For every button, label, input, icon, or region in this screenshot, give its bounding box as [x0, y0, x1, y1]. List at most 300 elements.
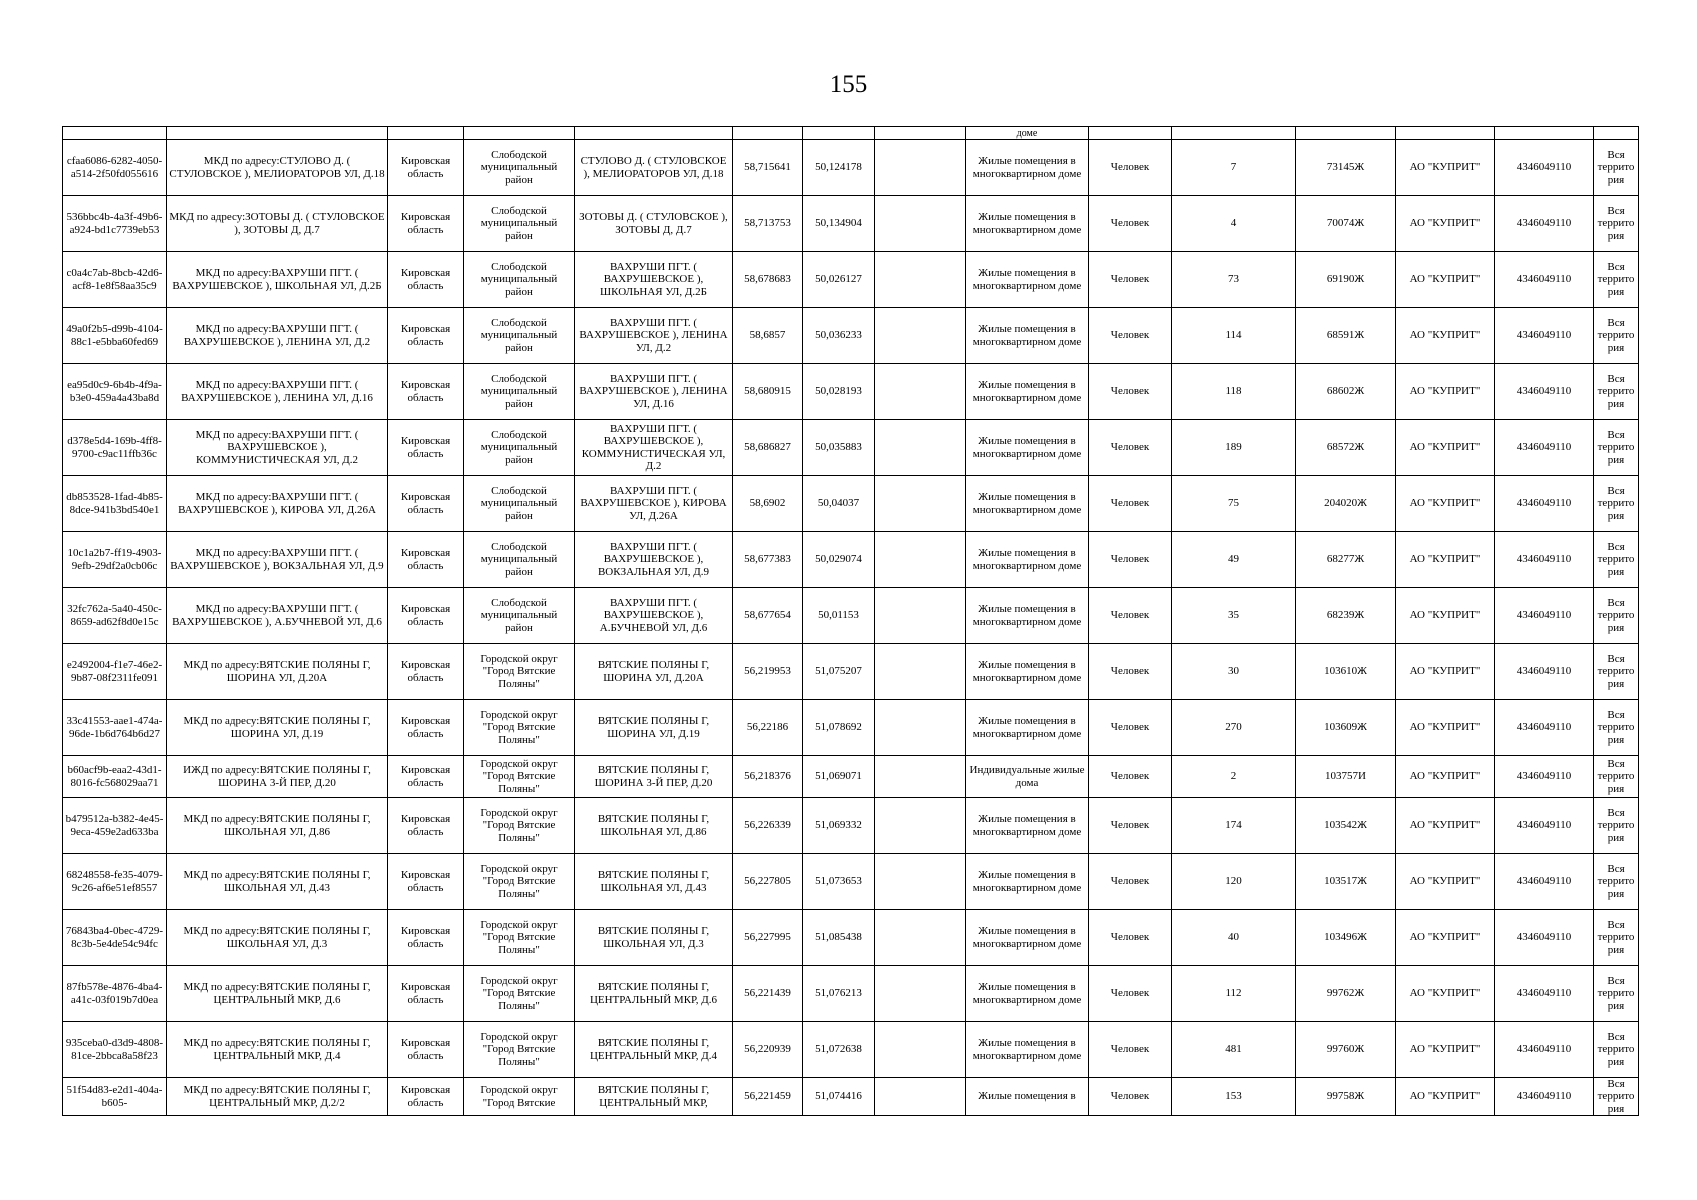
object-id-cell: 536bbc4b-4a3f-49b6-a924-bd1c7739eb53 [63, 196, 167, 252]
table-row [63, 910, 1639, 966]
cell [388, 127, 464, 140]
empty-cell [875, 700, 966, 756]
table-row [63, 854, 1639, 910]
empty-cell [875, 854, 966, 910]
unit-cell: Человек [1089, 364, 1172, 420]
territory-cell: Вся территория [1594, 420, 1639, 476]
object-id-cell: b60acf9b-eaa2-43d1-8016-fc568029aa71 [63, 756, 167, 798]
longitude-cell: 50,028193 [803, 364, 875, 420]
region-cell: Кировская область [388, 644, 464, 700]
inn-cell: 4346049110 [1495, 420, 1594, 476]
table-row [63, 1078, 1639, 1116]
category-cell: Жилые помещения в многоквартирном доме [966, 476, 1089, 532]
inn-cell: 4346049110 [1495, 798, 1594, 854]
count-cell: 40 [1172, 910, 1296, 966]
address-cell: ВЯТСКИЕ ПОЛЯНЫ Г, ЦЕНТРАЛЬНЫЙ МКР, Д.6 [575, 966, 733, 1022]
region-cell: Кировская область [388, 1078, 464, 1116]
empty-cell [875, 196, 966, 252]
object-name-cell: МКД по адресу:ВЯТСКИЕ ПОЛЯНЫ Г, ШКОЛЬНАЯ УЛ, Д.86 [167, 798, 388, 854]
territory-cell: Вся территория [1594, 1022, 1639, 1078]
latitude-cell: 58,678683 [733, 252, 803, 308]
latitude-cell: 58,686827 [733, 420, 803, 476]
unit-cell: Человек [1089, 420, 1172, 476]
count-cell: 189 [1172, 420, 1296, 476]
unit-cell: Человек [1089, 308, 1172, 364]
territory-cell: Вся территория [1594, 910, 1639, 966]
inn-cell: 4346049110 [1495, 364, 1594, 420]
latitude-cell: 56,227805 [733, 854, 803, 910]
table-row [63, 756, 1639, 798]
cell [464, 127, 575, 140]
address-cell: ВЯТСКИЕ ПОЛЯНЫ Г, ЦЕНТРАЛЬНЫЙ МКР, Д.4 [575, 1022, 733, 1078]
category-cell: Жилые помещения в многоквартирном доме [966, 1022, 1089, 1078]
address-cell: ВАХРУШИ ПГТ. ( ВАХРУШЕВСКОЕ ), ЛЕНИНА УЛ, Д.16 [575, 364, 733, 420]
inn-cell: 4346049110 [1495, 700, 1594, 756]
region-cell: Кировская область [388, 588, 464, 644]
object-name-cell: МКД по адресу:СТУЛОВО Д. ( СТУЛОВСКОЕ ), МЕЛИОРАТОРОВ УЛ, Д.18 [167, 140, 388, 196]
latitude-cell: 56,219953 [733, 644, 803, 700]
latitude-cell: 56,221439 [733, 966, 803, 1022]
inn-cell: 4346049110 [1495, 532, 1594, 588]
longitude-cell: 50,134904 [803, 196, 875, 252]
address-cell: ВЯТСКИЕ ПОЛЯНЫ Г, ШОРИНА 3-Й ПЕР, Д.20 [575, 756, 733, 798]
address-cell: ВАХРУШИ ПГТ. ( ВАХРУШЕВСКОЕ ), ВОКЗАЛЬНАЯ УЛ, Д.9 [575, 532, 733, 588]
object-name-cell: МКД по адресу:ВАХРУШИ ПГТ. ( ВАХРУШЕВСКОЕ ), ЛЕНИНА УЛ, Д.16 [167, 364, 388, 420]
organization-cell: АО "КУПРИТ" [1396, 364, 1495, 420]
territory-cell: Вся территория [1594, 532, 1639, 588]
longitude-cell: 50,035883 [803, 420, 875, 476]
table-row [63, 140, 1639, 196]
region-cell: Кировская область [388, 798, 464, 854]
organization-cell: АО "КУПРИТ" [1396, 196, 1495, 252]
inn-cell: 4346049110 [1495, 910, 1594, 966]
unit-cell: Человек [1089, 1022, 1172, 1078]
category-cell: Жилые помещения в многоквартирном доме [966, 588, 1089, 644]
object-id-cell: 49a0f2b5-d99b-4104-88c1-e5bba60fed69 [63, 308, 167, 364]
empty-cell [875, 140, 966, 196]
latitude-cell: 58,713753 [733, 196, 803, 252]
count-cell: 118 [1172, 364, 1296, 420]
category-cell: Жилые помещения в многоквартирном доме [966, 252, 1089, 308]
cell [1172, 127, 1296, 140]
count-cell: 2 [1172, 756, 1296, 798]
unit-cell: Человек [1089, 196, 1172, 252]
region-cell: Кировская область [388, 196, 464, 252]
latitude-cell: 58,6902 [733, 476, 803, 532]
category-cell: Жилые помещения в многоквартирном доме [966, 364, 1089, 420]
count-cell: 73 [1172, 252, 1296, 308]
inn-cell: 4346049110 [1495, 756, 1594, 798]
inn-cell: 4346049110 [1495, 644, 1594, 700]
inn-cell: 4346049110 [1495, 1078, 1594, 1116]
count-cell: 35 [1172, 588, 1296, 644]
inn-cell: 4346049110 [1495, 308, 1594, 364]
object-name-cell: МКД по адресу:ВЯТСКИЕ ПОЛЯНЫ Г, ЦЕНТРАЛЬНЫЙ МКР, Д.4 [167, 1022, 388, 1078]
latitude-cell: 56,220939 [733, 1022, 803, 1078]
code-cell: 103610Ж [1296, 644, 1396, 700]
object-id-cell: db853528-1fad-4b85-8dce-941b3bd540e1 [63, 476, 167, 532]
code-cell: 103757И [1296, 756, 1396, 798]
longitude-cell: 51,075207 [803, 644, 875, 700]
district-cell: Слободской муниципальный район [464, 140, 575, 196]
cell [1089, 127, 1172, 140]
object-id-cell: 87fb578e-4876-4ba4-a41c-03f019b7d0ea [63, 966, 167, 1022]
table-row [63, 196, 1639, 252]
category-cell: Жилые помещения в многоквартирном доме [966, 700, 1089, 756]
longitude-cell: 51,072638 [803, 1022, 875, 1078]
territory-cell: Вся территория [1594, 700, 1639, 756]
district-cell: Слободской муниципальный район [464, 252, 575, 308]
address-cell: ВАХРУШИ ПГТ. ( ВАХРУШЕВСКОЕ ), ШКОЛЬНАЯ УЛ, Д.2Б [575, 252, 733, 308]
address-cell: ВЯТСКИЕ ПОЛЯНЫ Г, ШКОЛЬНАЯ УЛ, Д.43 [575, 854, 733, 910]
table-row [63, 588, 1639, 644]
table-row [63, 364, 1639, 420]
district-cell: Городской округ "Город Вятские Поляны" [464, 910, 575, 966]
category-cell: Жилые помещения в многоквартирном доме [966, 420, 1089, 476]
region-cell: Кировская область [388, 140, 464, 196]
category-cell: Жилые помещения в многоквартирном доме [966, 140, 1089, 196]
category-cell: Жилые помещения в многоквартирном доме [966, 308, 1089, 364]
code-cell: 103609Ж [1296, 700, 1396, 756]
organization-cell: АО "КУПРИТ" [1396, 532, 1495, 588]
category-cell: Жилые помещения в многоквартирном доме [966, 532, 1089, 588]
count-cell: 75 [1172, 476, 1296, 532]
empty-cell [875, 588, 966, 644]
category-cell: Жилые помещения в многоквартирном доме [966, 854, 1089, 910]
code-cell: 103542Ж [1296, 798, 1396, 854]
inn-cell: 4346049110 [1495, 854, 1594, 910]
page-number: 155 [829, 71, 868, 98]
longitude-cell: 51,069332 [803, 798, 875, 854]
count-cell: 120 [1172, 854, 1296, 910]
category-cell: Жилые помещения в многоквартирном доме [966, 798, 1089, 854]
district-cell: Городской округ "Город Вятские Поляны" [464, 966, 575, 1022]
district-cell: Слободской муниципальный район [464, 532, 575, 588]
organization-cell: АО "КУПРИТ" [1396, 798, 1495, 854]
table-row [63, 476, 1639, 532]
table-row [63, 532, 1639, 588]
organization-cell: АО "КУПРИТ" [1396, 308, 1495, 364]
organization-cell: АО "КУПРИТ" [1396, 476, 1495, 532]
object-name-cell: МКД по адресу:ВЯТСКИЕ ПОЛЯНЫ Г, ШОРИНА УЛ, Д.20А [167, 644, 388, 700]
object-name-cell: МКД по адресу:ВАХРУШИ ПГТ. ( ВАХРУШЕВСКОЕ ), А.БУЧНЕВОЙ УЛ, Д.6 [167, 588, 388, 644]
category-cell: Индивидуальные жилые дома [966, 756, 1089, 798]
cell [733, 127, 803, 140]
object-name-cell: МКД по адресу:ВЯТСКИЕ ПОЛЯНЫ Г, ШКОЛЬНАЯ УЛ, Д.43 [167, 854, 388, 910]
address-cell: ЗОТОВЫ Д. ( СТУЛОВСКОЕ ), ЗОТОВЫ Д, Д.7 [575, 196, 733, 252]
region-cell: Кировская область [388, 966, 464, 1022]
territory-cell: Вся территория [1594, 476, 1639, 532]
type-cell: доме [966, 127, 1089, 140]
address-cell: ВЯТСКИЕ ПОЛЯНЫ Г, ШОРИНА УЛ, Д.20А [575, 644, 733, 700]
unit-cell: Человек [1089, 756, 1172, 798]
inn-cell: 4346049110 [1495, 196, 1594, 252]
code-cell: 99762Ж [1296, 966, 1396, 1022]
address-cell: ВЯТСКИЕ ПОЛЯНЫ Г, ШКОЛЬНАЯ УЛ, Д.3 [575, 910, 733, 966]
address-cell: ВАХРУШИ ПГТ. ( ВАХРУШЕВСКОЕ ), КОММУНИСТИЧЕСКАЯ УЛ, Д.2 [575, 420, 733, 476]
longitude-cell: 50,026127 [803, 252, 875, 308]
longitude-cell: 51,074416 [803, 1078, 875, 1116]
empty-cell [875, 532, 966, 588]
table-row [63, 420, 1639, 476]
unit-cell: Человек [1089, 252, 1172, 308]
district-cell: Городской округ "Город Вятские [464, 1078, 575, 1116]
object-id-cell: b479512a-b382-4e45-9eca-459e2ad633ba [63, 798, 167, 854]
object-id-cell: e2492004-f1e7-46e2-9b87-08f2311fe091 [63, 644, 167, 700]
object-name-cell: МКД по адресу:ВАХРУШИ ПГТ. ( ВАХРУШЕВСКОЕ ), КИРОВА УЛ, Д.26А [167, 476, 388, 532]
object-name-cell: МКД по адресу:ЗОТОВЫ Д. ( СТУЛОВСКОЕ ), ЗОТОВЫ Д, Д.7 [167, 196, 388, 252]
latitude-cell: 56,221459 [733, 1078, 803, 1116]
region-cell: Кировская область [388, 854, 464, 910]
code-cell: 69190Ж [1296, 252, 1396, 308]
empty-cell [875, 308, 966, 364]
district-cell: Городской округ "Город Вятские Поляны" [464, 1022, 575, 1078]
code-cell: 68277Ж [1296, 532, 1396, 588]
table-row [63, 1022, 1639, 1078]
unit-cell: Человек [1089, 854, 1172, 910]
inn-cell: 4346049110 [1495, 252, 1594, 308]
longitude-cell: 50,124178 [803, 140, 875, 196]
latitude-cell: 58,715641 [733, 140, 803, 196]
code-cell: 99758Ж [1296, 1078, 1396, 1116]
cell [1594, 127, 1639, 140]
category-cell: Жилые помещения в [966, 1078, 1089, 1116]
empty-cell [875, 644, 966, 700]
empty-cell [875, 476, 966, 532]
count-cell: 114 [1172, 308, 1296, 364]
count-cell: 7 [1172, 140, 1296, 196]
organization-cell: АО "КУПРИТ" [1396, 252, 1495, 308]
object-id-cell: ea95d0c9-6b4b-4f9a-b3e0-459a4a43ba8d [63, 364, 167, 420]
organization-cell: АО "КУПРИТ" [1396, 700, 1495, 756]
territory-cell: Вся территория [1594, 588, 1639, 644]
object-name-cell: МКД по адресу:ВЯТСКИЕ ПОЛЯНЫ Г, ЦЕНТРАЛЬНЫЙ МКР, Д.6 [167, 966, 388, 1022]
empty-cell [875, 364, 966, 420]
longitude-cell: 51,078692 [803, 700, 875, 756]
latitude-cell: 58,677383 [733, 532, 803, 588]
unit-cell: Человек [1089, 1078, 1172, 1116]
district-cell: Городской округ "Город Вятские Поляны" [464, 854, 575, 910]
address-cell: ВАХРУШИ ПГТ. ( ВАХРУШЕВСКОЕ ), А.БУЧНЕВОЙ УЛ, Д.6 [575, 588, 733, 644]
table-row [63, 798, 1639, 854]
cell [803, 127, 875, 140]
cell [575, 127, 733, 140]
object-name-cell: МКД по адресу:ВЯТСКИЕ ПОЛЯНЫ Г, ШКОЛЬНАЯ УЛ, Д.3 [167, 910, 388, 966]
empty-cell [875, 252, 966, 308]
territory-cell: Вся территория [1594, 756, 1639, 798]
address-cell: ВАХРУШИ ПГТ. ( ВАХРУШЕВСКОЕ ), ЛЕНИНА УЛ, Д.2 [575, 308, 733, 364]
district-cell: Слободской муниципальный район [464, 196, 575, 252]
organization-cell: АО "КУПРИТ" [1396, 1078, 1495, 1116]
region-cell: Кировская область [388, 308, 464, 364]
count-cell: 481 [1172, 1022, 1296, 1078]
empty-cell [875, 910, 966, 966]
registry-table [62, 126, 1639, 1116]
longitude-cell: 50,036233 [803, 308, 875, 364]
empty-cell [875, 1078, 966, 1116]
count-cell: 4 [1172, 196, 1296, 252]
object-name-cell: МКД по адресу:ВАХРУШИ ПГТ. ( ВАХРУШЕВСКОЕ ), ШКОЛЬНАЯ УЛ, Д.2Б [167, 252, 388, 308]
region-cell: Кировская область [388, 700, 464, 756]
region-cell: Кировская область [388, 1022, 464, 1078]
count-cell: 270 [1172, 700, 1296, 756]
unit-cell: Человек [1089, 140, 1172, 196]
object-name-cell: МКД по адресу:ВАХРУШИ ПГТ. ( ВАХРУШЕВСКОЕ ), КОММУНИСТИЧЕСКАЯ УЛ, Д.2 [167, 420, 388, 476]
object-name-cell: МКД по адресу:ВАХРУШИ ПГТ. ( ВАХРУШЕВСКОЕ ), ВОКЗАЛЬНАЯ УЛ, Д.9 [167, 532, 388, 588]
count-cell: 153 [1172, 1078, 1296, 1116]
district-cell: Слободской муниципальный район [464, 588, 575, 644]
longitude-cell: 51,073653 [803, 854, 875, 910]
table-row [63, 644, 1639, 700]
code-cell: 70074Ж [1296, 196, 1396, 252]
inn-cell: 4346049110 [1495, 966, 1594, 1022]
cell [167, 127, 388, 140]
region-cell: Кировская область [388, 910, 464, 966]
longitude-cell: 50,029074 [803, 532, 875, 588]
territory-cell: Вся территория [1594, 308, 1639, 364]
address-cell: ВЯТСКИЕ ПОЛЯНЫ Г, ШКОЛЬНАЯ УЛ, Д.86 [575, 798, 733, 854]
region-cell: Кировская область [388, 532, 464, 588]
region-cell: Кировская область [388, 252, 464, 308]
category-cell: Жилые помещения в многоквартирном доме [966, 196, 1089, 252]
count-cell: 49 [1172, 532, 1296, 588]
region-cell: Кировская область [388, 364, 464, 420]
code-cell: 103517Ж [1296, 854, 1396, 910]
inn-cell: 4346049110 [1495, 588, 1594, 644]
empty-cell [875, 966, 966, 1022]
category-cell: Жилые помещения в многоквартирном доме [966, 644, 1089, 700]
unit-cell: Человек [1089, 532, 1172, 588]
object-id-cell: 33c41553-aae1-474a-96de-1b6d764b6d27 [63, 700, 167, 756]
code-cell: 68602Ж [1296, 364, 1396, 420]
organization-cell: АО "КУПРИТ" [1396, 644, 1495, 700]
latitude-cell: 58,680915 [733, 364, 803, 420]
territory-cell: Вся территория [1594, 644, 1639, 700]
organization-cell: АО "КУПРИТ" [1396, 420, 1495, 476]
count-cell: 174 [1172, 798, 1296, 854]
inn-cell: 4346049110 [1495, 1022, 1594, 1078]
territory-cell: Вся территория [1594, 364, 1639, 420]
cell [875, 127, 966, 140]
object-id-cell: c0a4c7ab-8bcb-42d6-acf8-1e8f58aa35c9 [63, 252, 167, 308]
longitude-cell: 51,076213 [803, 966, 875, 1022]
continued-row [63, 127, 1639, 140]
territory-cell: Вся территория [1594, 1078, 1639, 1116]
object-name-cell: ИЖД по адресу:ВЯТСКИЕ ПОЛЯНЫ Г, ШОРИНА 3-Й ПЕР, Д.20 [167, 756, 388, 798]
table-body [63, 127, 1639, 1116]
longitude-cell: 50,04037 [803, 476, 875, 532]
unit-cell: Человек [1089, 910, 1172, 966]
district-cell: Слободской муниципальный район [464, 364, 575, 420]
object-id-cell: 51f54d83-e2d1-404a-b605- [63, 1078, 167, 1116]
territory-cell: Вся территория [1594, 966, 1639, 1022]
object-id-cell: 10c1a2b7-ff19-4903-9efb-29df2a0cb06c [63, 532, 167, 588]
cell [1396, 127, 1495, 140]
longitude-cell: 51,085438 [803, 910, 875, 966]
code-cell: 68239Ж [1296, 588, 1396, 644]
district-cell: Городской округ "Город Вятские Поляны" [464, 756, 575, 798]
unit-cell: Человек [1089, 588, 1172, 644]
territory-cell: Вся территория [1594, 196, 1639, 252]
table-row [63, 252, 1639, 308]
object-id-cell: 76843ba4-0bec-4729-8c3b-5e4de54c94fc [63, 910, 167, 966]
address-cell: СТУЛОВО Д. ( СТУЛОВСКОЕ ), МЕЛИОРАТОРОВ УЛ, Д.18 [575, 140, 733, 196]
unit-cell: Человек [1089, 798, 1172, 854]
count-cell: 112 [1172, 966, 1296, 1022]
organization-cell: АО "КУПРИТ" [1396, 140, 1495, 196]
district-cell: Городской округ "Город Вятские Поляны" [464, 798, 575, 854]
latitude-cell: 58,6857 [733, 308, 803, 364]
code-cell: 73145Ж [1296, 140, 1396, 196]
empty-cell [875, 756, 966, 798]
category-cell: Жилые помещения в многоквартирном доме [966, 910, 1089, 966]
code-cell: 99760Ж [1296, 1022, 1396, 1078]
district-cell: Городской округ "Город Вятские Поляны" [464, 700, 575, 756]
cell [1296, 127, 1396, 140]
district-cell: Городской округ "Город Вятские Поляны" [464, 644, 575, 700]
longitude-cell: 51,069071 [803, 756, 875, 798]
object-name-cell: МКД по адресу:ВАХРУШИ ПГТ. ( ВАХРУШЕВСКОЕ ), ЛЕНИНА УЛ, Д.2 [167, 308, 388, 364]
table-row [63, 966, 1639, 1022]
unit-cell: Человек [1089, 966, 1172, 1022]
unit-cell: Человек [1089, 700, 1172, 756]
table-row [63, 308, 1639, 364]
object-id-cell: 32fc762a-5a40-450c-8659-ad62f8d0e15c [63, 588, 167, 644]
latitude-cell: 56,226339 [733, 798, 803, 854]
empty-cell [875, 798, 966, 854]
unit-cell: Человек [1089, 644, 1172, 700]
count-cell: 30 [1172, 644, 1296, 700]
object-name-cell: МКД по адресу:ВЯТСКИЕ ПОЛЯНЫ Г, ЦЕНТРАЛЬНЫЙ МКР, Д.2/2 [167, 1078, 388, 1116]
empty-cell [875, 1022, 966, 1078]
empty-cell [875, 420, 966, 476]
territory-cell: Вся территория [1594, 252, 1639, 308]
inn-cell: 4346049110 [1495, 476, 1594, 532]
code-cell: 68591Ж [1296, 308, 1396, 364]
territory-cell: Вся территория [1594, 140, 1639, 196]
territory-cell: Вся территория [1594, 798, 1639, 854]
region-cell: Кировская область [388, 420, 464, 476]
district-cell: Слободской муниципальный район [464, 476, 575, 532]
object-id-cell: cfaa6086-6282-4050-a514-2f50fd055616 [63, 140, 167, 196]
code-cell: 204020Ж [1296, 476, 1396, 532]
address-cell: ВАХРУШИ ПГТ. ( ВАХРУШЕВСКОЕ ), КИРОВА УЛ, Д.26А [575, 476, 733, 532]
object-id-cell: 935ceba0-d3d9-4808-81ce-2bbca8a58f23 [63, 1022, 167, 1078]
address-cell: ВЯТСКИЕ ПОЛЯНЫ Г, ШОРИНА УЛ, Д.19 [575, 700, 733, 756]
cell [63, 127, 167, 140]
latitude-cell: 56,218376 [733, 756, 803, 798]
object-id-cell: d378e5d4-169b-4ff8-9700-c9ac11ffb36c [63, 420, 167, 476]
organization-cell: АО "КУПРИТ" [1396, 756, 1495, 798]
organization-cell: АО "КУПРИТ" [1396, 588, 1495, 644]
latitude-cell: 58,677654 [733, 588, 803, 644]
organization-cell: АО "КУПРИТ" [1396, 966, 1495, 1022]
code-cell: 68572Ж [1296, 420, 1396, 476]
organization-cell: АО "КУПРИТ" [1396, 854, 1495, 910]
object-id-cell: 68248558-fe35-4079-9c26-af6e51ef8557 [63, 854, 167, 910]
longitude-cell: 50,01153 [803, 588, 875, 644]
code-cell: 103496Ж [1296, 910, 1396, 966]
territory-cell: Вся территория [1594, 854, 1639, 910]
table-row [63, 700, 1639, 756]
inn-cell: 4346049110 [1495, 140, 1594, 196]
organization-cell: АО "КУПРИТ" [1396, 910, 1495, 966]
category-cell: Жилые помещения в многоквартирном доме [966, 966, 1089, 1022]
latitude-cell: 56,22186 [733, 700, 803, 756]
region-cell: Кировская область [388, 756, 464, 798]
object-name-cell: МКД по адресу:ВЯТСКИЕ ПОЛЯНЫ Г, ШОРИНА УЛ, Д.19 [167, 700, 388, 756]
district-cell: Слободской муниципальный район [464, 308, 575, 364]
